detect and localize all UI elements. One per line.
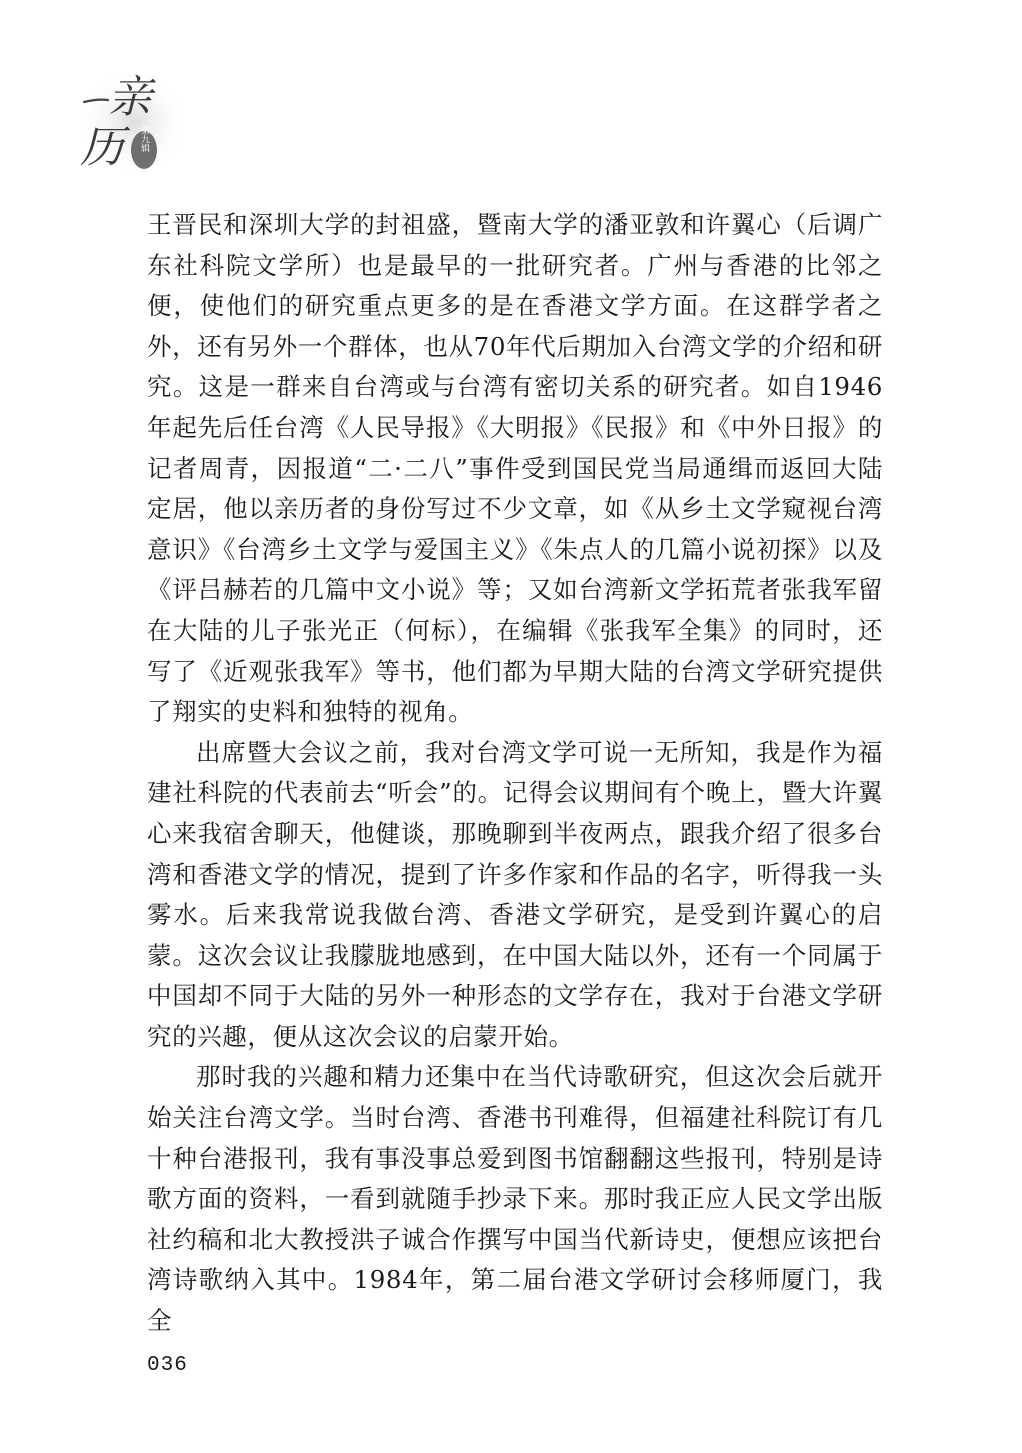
page-number: 036: [147, 1354, 188, 1377]
main-text: [147, 205, 883, 1342]
logo-graphic: [78, 62, 198, 182]
series-label: 第九辑: [139, 125, 149, 153]
header-logo: [78, 62, 198, 182]
paragraph-continuation: 王晋民和深圳大学的封祖盛，暨南大学的潘亚敦和许翼心（后调广东社科院文学所）也是最早的一批研究者。广州与香港的比邻之便，使他们的研究重点更多的是在香港文学方面。在这群学者之外，还有另外一个群体，也从70年代后期加入台湾文学的介绍和研究。这是一群来自台湾或与台湾有密切关系的研究者。如自1946年起先后任台湾《人民导报》《大明报》《民报》和《中外日报》的记者周青，因报道“二·二八”事件受到国民党当局通缉而返回大陆定居，他以亲历者的身份写过不少文章，如《从乡土文学窥视台湾意识》《台湾乡土文学与爱国主义》《朱点人的几篇小说初探》以及《评吕赫若的几篇中文小说》等；又如台湾新文学拓荒者张我军留在大陆的儿子张光正（何标），在编辑《张我军全集》的同时，还写了《近观张我军》等书，他们都为早期大陆的台湾文学研究提供了翔实的史料和独特的视角。: [147, 210, 883, 727]
logo-char-2: 历: [80, 122, 124, 173]
paragraph: 出席暨大会议之前，我对台湾文学可说一无所知，我是作为福建社科院的代表前去“听会”的。记得会议期间有个晚上，暨大许翼心来我宿舍聊天，他健谈，那晚聊到半夜两点，跟我介绍了很多台湾和香港文学的情况，提到了许多作家和作品的名字，听得我一头雾水。后来我常说我做台湾、香港文学研究，是受到许翼心的启蒙。这次会议让我朦胧地感到，在中国大陆以外，还有一个同属于中国却不同于大陆的另外一种形态的文学存在，我对于台港文学研究的兴趣，便从这次会议的启蒙开始。: [147, 737, 883, 1051]
paragraph: 那时我的兴趣和精力还集中在当代诗歌研究，但这次会后就开始关注台湾文学。当时台湾、香港书刊难得，但福建社科院订有几十种台港报刊，我有事没事总爱到图书馆翻翻这些报刊，特别是诗歌方面的资料，一看到就随手抄录下来。那时我正应人民文学出版社约稿和北大教授洪子诚合作撰写中国当代新诗史，便想应该把台湾诗歌纳入其中。1984年，第二届台港文学研讨会移师厦门，我全: [147, 1062, 883, 1336]
logo-char-1: 亲: [108, 72, 152, 123]
